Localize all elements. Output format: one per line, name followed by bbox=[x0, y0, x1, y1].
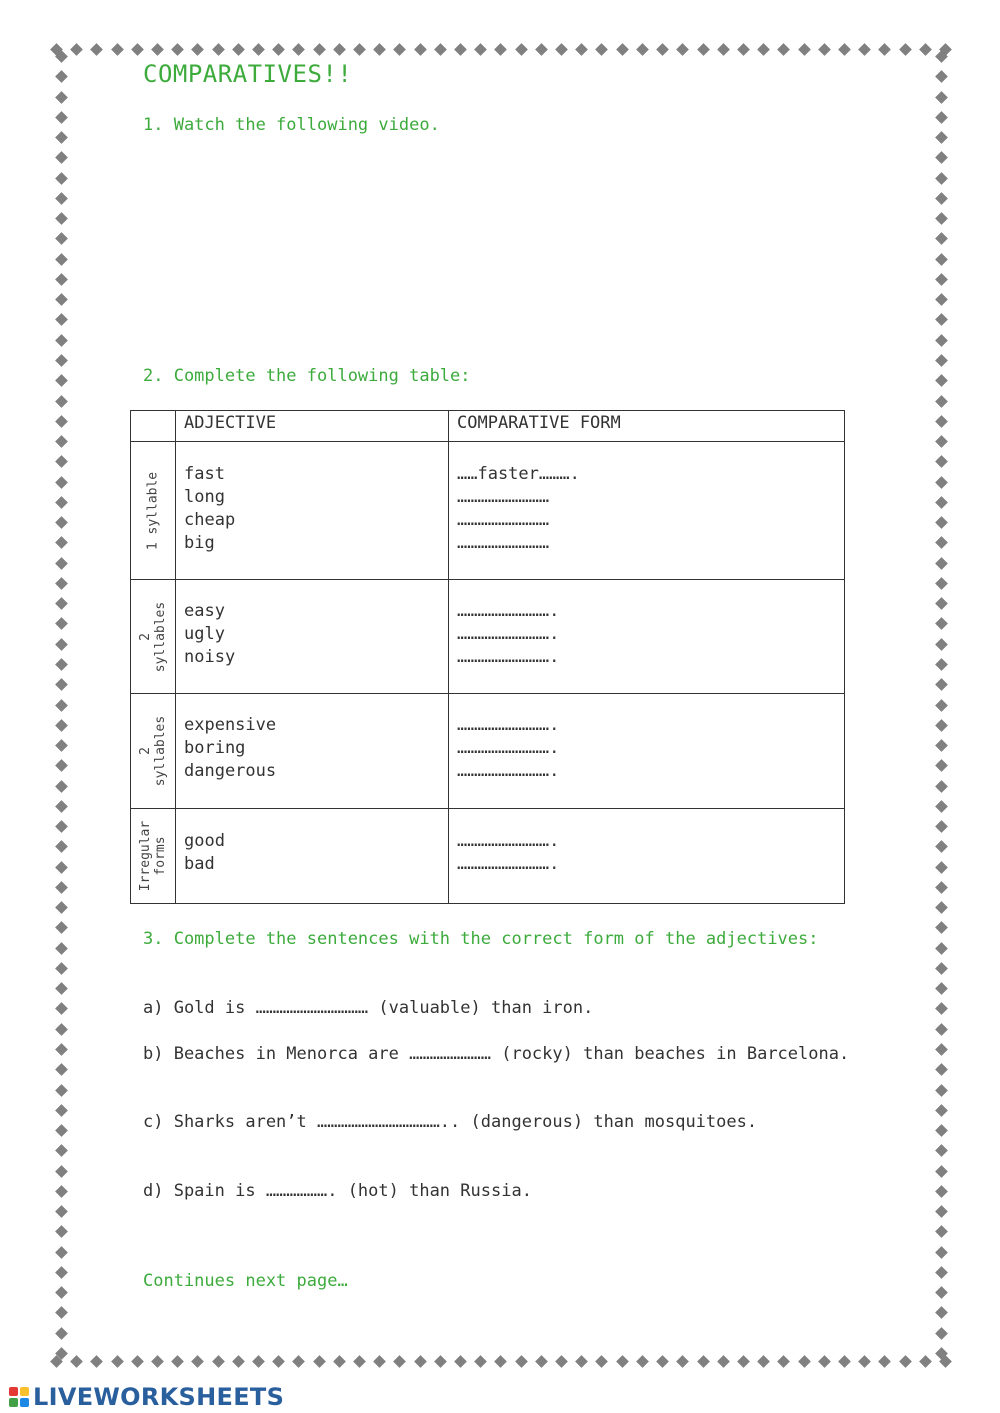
border-diamond bbox=[474, 1355, 487, 1368]
group-label: 2 syllables bbox=[138, 601, 168, 672]
worksheet-title: COMPARATIVES!! bbox=[143, 60, 353, 88]
border-diamond bbox=[935, 800, 948, 813]
adjective: dangerous bbox=[184, 761, 277, 781]
border-diamond bbox=[596, 1355, 609, 1368]
border-diamond bbox=[935, 922, 948, 935]
border-diamond bbox=[535, 43, 548, 56]
border-diamond bbox=[935, 739, 948, 752]
border-diamond bbox=[818, 1355, 831, 1368]
border-diamond bbox=[919, 43, 932, 56]
adjective-cell bbox=[176, 580, 449, 694]
sentence-a[interactable]: a) Gold is …………………………… (valuable) than iron. bbox=[143, 998, 594, 1018]
border-diamond bbox=[777, 1355, 790, 1368]
border-diamond bbox=[935, 638, 948, 651]
border-diamond bbox=[55, 131, 68, 144]
comparative-blank[interactable]: ………………………. bbox=[457, 647, 560, 667]
border-diamond bbox=[55, 334, 68, 347]
border-diamond bbox=[757, 1355, 770, 1368]
border-top bbox=[52, 40, 950, 58]
border-diamond bbox=[55, 516, 68, 529]
adjective-cell bbox=[176, 442, 449, 580]
border-diamond bbox=[935, 172, 948, 185]
adjective: long bbox=[184, 487, 225, 507]
border-diamond bbox=[935, 1347, 948, 1360]
question-2: 2. Complete the following table: bbox=[143, 366, 471, 386]
border-diamond bbox=[55, 537, 68, 550]
table-header-corner bbox=[131, 411, 176, 442]
border-diamond bbox=[935, 1104, 948, 1117]
border-diamond bbox=[55, 435, 68, 448]
group-label: Irregular forms bbox=[138, 820, 168, 892]
border-diamond bbox=[596, 43, 609, 56]
group-label-cell bbox=[131, 694, 176, 809]
border-diamond bbox=[55, 840, 68, 853]
table-header-row bbox=[131, 411, 845, 442]
border-diamond bbox=[777, 43, 790, 56]
border-diamond bbox=[697, 1355, 710, 1368]
border-diamond bbox=[55, 577, 68, 590]
border-diamond bbox=[55, 597, 68, 610]
border-diamond bbox=[535, 1355, 548, 1368]
group-label: 1 syllable bbox=[145, 471, 161, 550]
border-diamond bbox=[55, 618, 68, 631]
comparative-cell bbox=[449, 580, 845, 694]
border-diamond bbox=[935, 293, 948, 306]
border-diamond bbox=[935, 1185, 948, 1198]
border-diamond bbox=[55, 800, 68, 813]
border-diamond bbox=[555, 1355, 568, 1368]
border-diamond bbox=[151, 1355, 164, 1368]
border-diamond bbox=[935, 476, 948, 489]
comparative-blank[interactable]: ………………………. bbox=[457, 831, 560, 851]
border-diamond bbox=[495, 1355, 508, 1368]
liveworksheets-logo bbox=[8, 1384, 284, 1410]
comparative-blank[interactable]: ………………………. bbox=[457, 761, 560, 781]
adjective: expensive bbox=[184, 715, 277, 735]
border-diamond bbox=[935, 1205, 948, 1218]
border-diamond bbox=[935, 192, 948, 205]
border-diamond bbox=[935, 50, 948, 63]
border-diamond bbox=[111, 1355, 124, 1368]
border-diamond bbox=[838, 1355, 851, 1368]
border-diamond bbox=[935, 273, 948, 286]
border-diamond bbox=[232, 43, 245, 56]
border-diamond bbox=[935, 354, 948, 367]
border-diamond bbox=[858, 1355, 871, 1368]
adjective: bad bbox=[184, 854, 215, 874]
border-diamond bbox=[55, 557, 68, 570]
border-diamond bbox=[333, 1355, 346, 1368]
border-diamond bbox=[935, 1023, 948, 1036]
border-diamond bbox=[935, 699, 948, 712]
border-diamond bbox=[935, 597, 948, 610]
border-diamond bbox=[55, 780, 68, 793]
border-diamond bbox=[55, 658, 68, 671]
comparative-cell bbox=[449, 809, 845, 904]
border-diamond bbox=[575, 43, 588, 56]
border-diamond bbox=[293, 43, 306, 56]
border-diamond bbox=[935, 942, 948, 955]
border-diamond bbox=[55, 293, 68, 306]
border-diamond bbox=[935, 334, 948, 347]
border-diamond bbox=[131, 1355, 144, 1368]
group-label: 2 syllables bbox=[138, 715, 168, 787]
border-diamond bbox=[91, 1355, 104, 1368]
adjective-cell bbox=[176, 694, 449, 809]
border-diamond bbox=[495, 43, 508, 56]
border-diamond bbox=[676, 43, 689, 56]
border-diamond bbox=[717, 1355, 730, 1368]
comparative-blank[interactable]: ………………………. bbox=[457, 624, 560, 644]
border-diamond bbox=[935, 881, 948, 894]
border-diamond bbox=[55, 962, 68, 975]
border-diamond bbox=[55, 982, 68, 995]
border-diamond bbox=[55, 1104, 68, 1117]
header-adjective: ADJECTIVE bbox=[176, 411, 449, 442]
border-diamond bbox=[55, 172, 68, 185]
border-diamond bbox=[394, 1355, 407, 1368]
border-diamond bbox=[935, 820, 948, 833]
border-diamond bbox=[935, 557, 948, 570]
border-diamond bbox=[55, 1226, 68, 1239]
border-diamond bbox=[935, 1327, 948, 1340]
border-diamond bbox=[697, 43, 710, 56]
border-diamond bbox=[55, 922, 68, 935]
border-diamond bbox=[935, 212, 948, 225]
border-diamond bbox=[55, 395, 68, 408]
border-diamond bbox=[55, 455, 68, 468]
border-diamond bbox=[935, 658, 948, 671]
border-diamond bbox=[55, 759, 68, 772]
sentence-b[interactable]: b) Beaches in Menorca are …………………… (rocky) than beaches in Barcelona. bbox=[143, 1044, 850, 1064]
border-diamond bbox=[935, 780, 948, 793]
comparative-blank[interactable]: ……………………… bbox=[457, 487, 550, 507]
border-diamond bbox=[935, 516, 948, 529]
border-diamond bbox=[935, 1286, 948, 1299]
border-diamond bbox=[935, 1003, 948, 1016]
border-diamond bbox=[935, 111, 948, 124]
table-row bbox=[131, 809, 845, 904]
logo-square bbox=[20, 1387, 29, 1396]
comparative-answer: ……faster………. bbox=[457, 464, 580, 484]
logo-square bbox=[20, 1398, 29, 1407]
border-diamond bbox=[935, 962, 948, 975]
border-diamond bbox=[55, 1043, 68, 1056]
border-diamond bbox=[935, 435, 948, 448]
border-diamond bbox=[55, 233, 68, 246]
border-diamond bbox=[757, 43, 770, 56]
border-diamond bbox=[935, 1063, 948, 1076]
border-diamond bbox=[55, 91, 68, 104]
border-diamond bbox=[454, 1355, 467, 1368]
border-diamond bbox=[935, 1307, 948, 1320]
border-diamond bbox=[55, 50, 68, 63]
border-diamond bbox=[252, 1355, 265, 1368]
border-diamond bbox=[55, 111, 68, 124]
border-diamond bbox=[858, 43, 871, 56]
group-label-cell bbox=[131, 580, 176, 694]
question-1: 1. Watch the following video. bbox=[143, 115, 440, 135]
border-diamond bbox=[373, 43, 386, 56]
border-diamond bbox=[55, 1023, 68, 1036]
border-diamond bbox=[55, 901, 68, 914]
adjective: boring bbox=[184, 738, 246, 758]
border-bottom bbox=[52, 1352, 950, 1370]
border-diamond bbox=[70, 43, 83, 56]
border-diamond bbox=[935, 678, 948, 691]
border-diamond bbox=[935, 719, 948, 732]
border-diamond bbox=[935, 901, 948, 914]
border-diamond bbox=[798, 1355, 811, 1368]
border-diamond bbox=[55, 1307, 68, 1320]
border-diamond bbox=[656, 43, 669, 56]
sentence-c[interactable]: c) Sharks aren’t ……………………………….. (dangerous) than mosquitoes. bbox=[143, 1112, 758, 1132]
table-row bbox=[131, 442, 845, 580]
border-diamond bbox=[55, 151, 68, 164]
border-diamond bbox=[55, 1084, 68, 1097]
border-diamond bbox=[313, 1355, 326, 1368]
border-diamond bbox=[414, 43, 427, 56]
logo-text: LIVEWORKSHEETS bbox=[33, 1383, 285, 1411]
border-diamond bbox=[55, 476, 68, 489]
border-diamond bbox=[935, 233, 948, 246]
border-diamond bbox=[555, 43, 568, 56]
comparative-blank[interactable]: ……………………… bbox=[457, 533, 550, 553]
border-diamond bbox=[717, 43, 730, 56]
border-diamond bbox=[151, 43, 164, 56]
logo-grid-icon bbox=[8, 1386, 30, 1408]
border-diamond bbox=[935, 131, 948, 144]
border-diamond bbox=[935, 314, 948, 327]
border-diamond bbox=[55, 881, 68, 894]
border-diamond bbox=[636, 43, 649, 56]
border-diamond bbox=[474, 43, 487, 56]
border-diamond bbox=[935, 70, 948, 83]
border-diamond bbox=[55, 273, 68, 286]
border-diamond bbox=[656, 1355, 669, 1368]
border-diamond bbox=[935, 455, 948, 468]
border-diamond bbox=[935, 395, 948, 408]
border-diamond bbox=[575, 1355, 588, 1368]
border-diamond bbox=[131, 43, 144, 56]
border-diamond bbox=[252, 43, 265, 56]
border-diamond bbox=[171, 1355, 184, 1368]
border-diamond bbox=[55, 699, 68, 712]
border-diamond bbox=[55, 192, 68, 205]
border-diamond bbox=[55, 415, 68, 428]
border-diamond bbox=[373, 1355, 386, 1368]
border-diamond bbox=[55, 719, 68, 732]
border-diamond bbox=[55, 1003, 68, 1016]
border-diamond bbox=[935, 496, 948, 509]
border-diamond bbox=[737, 1355, 750, 1368]
border-diamond bbox=[55, 1327, 68, 1340]
border-diamond bbox=[935, 618, 948, 631]
comparative-cell bbox=[449, 442, 845, 580]
table-row bbox=[131, 694, 845, 809]
border-diamond bbox=[272, 43, 285, 56]
border-diamond bbox=[272, 1355, 285, 1368]
adjective: easy bbox=[184, 601, 225, 621]
border-diamond bbox=[935, 982, 948, 995]
border-diamond bbox=[616, 43, 629, 56]
border-diamond bbox=[414, 1355, 427, 1368]
border-diamond bbox=[434, 43, 447, 56]
border-diamond bbox=[935, 840, 948, 853]
border-diamond bbox=[55, 1347, 68, 1360]
adjective: big bbox=[184, 533, 215, 553]
border-diamond bbox=[935, 537, 948, 550]
border-diamond bbox=[935, 1266, 948, 1279]
border-diamond bbox=[838, 43, 851, 56]
border-diamond bbox=[55, 739, 68, 752]
comparative-blank[interactable]: ………………………. bbox=[457, 715, 560, 735]
sentence-d[interactable]: d) Spain is ………………. (hot) than Russia. bbox=[143, 1181, 532, 1201]
border-diamond bbox=[636, 1355, 649, 1368]
border-diamond bbox=[55, 1124, 68, 1137]
comparative-blank[interactable]: ………………………. bbox=[457, 601, 560, 621]
border-diamond bbox=[878, 1355, 891, 1368]
group-label-cell bbox=[131, 809, 176, 904]
border-diamond bbox=[192, 43, 205, 56]
continues-next-page: Continues next page… bbox=[143, 1271, 348, 1291]
border-diamond bbox=[935, 861, 948, 874]
border-diamond bbox=[55, 212, 68, 225]
comparative-cell bbox=[449, 694, 845, 809]
border-diamond bbox=[55, 1286, 68, 1299]
border-diamond bbox=[171, 43, 184, 56]
border-diamond bbox=[935, 1084, 948, 1097]
border-diamond bbox=[899, 1355, 912, 1368]
logo-square bbox=[9, 1387, 18, 1396]
border-diamond bbox=[313, 43, 326, 56]
border-diamond bbox=[676, 1355, 689, 1368]
border-diamond bbox=[55, 942, 68, 955]
border-diamond bbox=[55, 1144, 68, 1157]
border-diamond bbox=[935, 1124, 948, 1137]
comparatives-table bbox=[130, 410, 845, 904]
border-diamond bbox=[935, 1043, 948, 1056]
border-diamond bbox=[55, 861, 68, 874]
border-diamond bbox=[899, 43, 912, 56]
border-diamond bbox=[818, 43, 831, 56]
border-diamond bbox=[935, 759, 948, 772]
border-diamond bbox=[454, 43, 467, 56]
border-diamond bbox=[55, 678, 68, 691]
border-diamond bbox=[55, 1165, 68, 1178]
question-3: 3. Complete the sentences with the correct form of the adjectives: bbox=[143, 929, 819, 949]
border-diamond bbox=[55, 1063, 68, 1076]
border-diamond bbox=[55, 253, 68, 266]
adjective: cheap bbox=[184, 510, 236, 530]
border-diamond bbox=[353, 43, 366, 56]
border-diamond bbox=[515, 43, 528, 56]
border-diamond bbox=[394, 43, 407, 56]
border-diamond bbox=[935, 1144, 948, 1157]
border-diamond bbox=[616, 1355, 629, 1368]
adjective: good bbox=[184, 831, 225, 851]
border-diamond bbox=[55, 1266, 68, 1279]
border-diamond bbox=[935, 151, 948, 164]
border-diamond bbox=[70, 1355, 83, 1368]
border-diamond bbox=[737, 43, 750, 56]
border-right bbox=[932, 52, 950, 1358]
border-diamond bbox=[55, 1205, 68, 1218]
adjective: noisy bbox=[184, 647, 236, 667]
border-diamond bbox=[212, 1355, 225, 1368]
border-diamond bbox=[353, 1355, 366, 1368]
border-diamond bbox=[935, 253, 948, 266]
border-diamond bbox=[935, 374, 948, 387]
adjective-cell bbox=[176, 809, 449, 904]
border-diamond bbox=[798, 43, 811, 56]
border-diamond bbox=[55, 354, 68, 367]
border-diamond bbox=[878, 43, 891, 56]
border-diamond bbox=[55, 70, 68, 83]
border-diamond bbox=[515, 1355, 528, 1368]
border-diamond bbox=[55, 496, 68, 509]
border-diamond bbox=[55, 1185, 68, 1198]
border-diamond bbox=[55, 638, 68, 651]
comparative-blank[interactable]: ………………………. bbox=[457, 854, 560, 874]
header-comparative-form: COMPARATIVE FORM bbox=[449, 411, 845, 442]
border-diamond bbox=[192, 1355, 205, 1368]
border-diamond bbox=[55, 1246, 68, 1259]
border-diamond bbox=[111, 43, 124, 56]
border-diamond bbox=[935, 91, 948, 104]
border-diamond bbox=[919, 1355, 932, 1368]
border-diamond bbox=[935, 1165, 948, 1178]
border-left bbox=[52, 52, 70, 1358]
logo-square bbox=[9, 1398, 18, 1407]
comparative-blank[interactable]: ………………………. bbox=[457, 738, 560, 758]
border-diamond bbox=[333, 43, 346, 56]
group-label-cell bbox=[131, 442, 176, 580]
border-diamond bbox=[293, 1355, 306, 1368]
border-diamond bbox=[55, 820, 68, 833]
comparative-blank[interactable]: ……………………… bbox=[457, 510, 550, 530]
border-diamond bbox=[91, 43, 104, 56]
border-diamond bbox=[212, 43, 225, 56]
table-row bbox=[131, 580, 845, 694]
border-diamond bbox=[935, 577, 948, 590]
border-diamond bbox=[434, 1355, 447, 1368]
border-diamond bbox=[935, 1226, 948, 1239]
adjective: ugly bbox=[184, 624, 225, 644]
border-diamond bbox=[55, 314, 68, 327]
border-diamond bbox=[935, 415, 948, 428]
adjective: fast bbox=[184, 464, 225, 484]
border-diamond bbox=[935, 1246, 948, 1259]
border-diamond bbox=[55, 374, 68, 387]
border-diamond bbox=[232, 1355, 245, 1368]
